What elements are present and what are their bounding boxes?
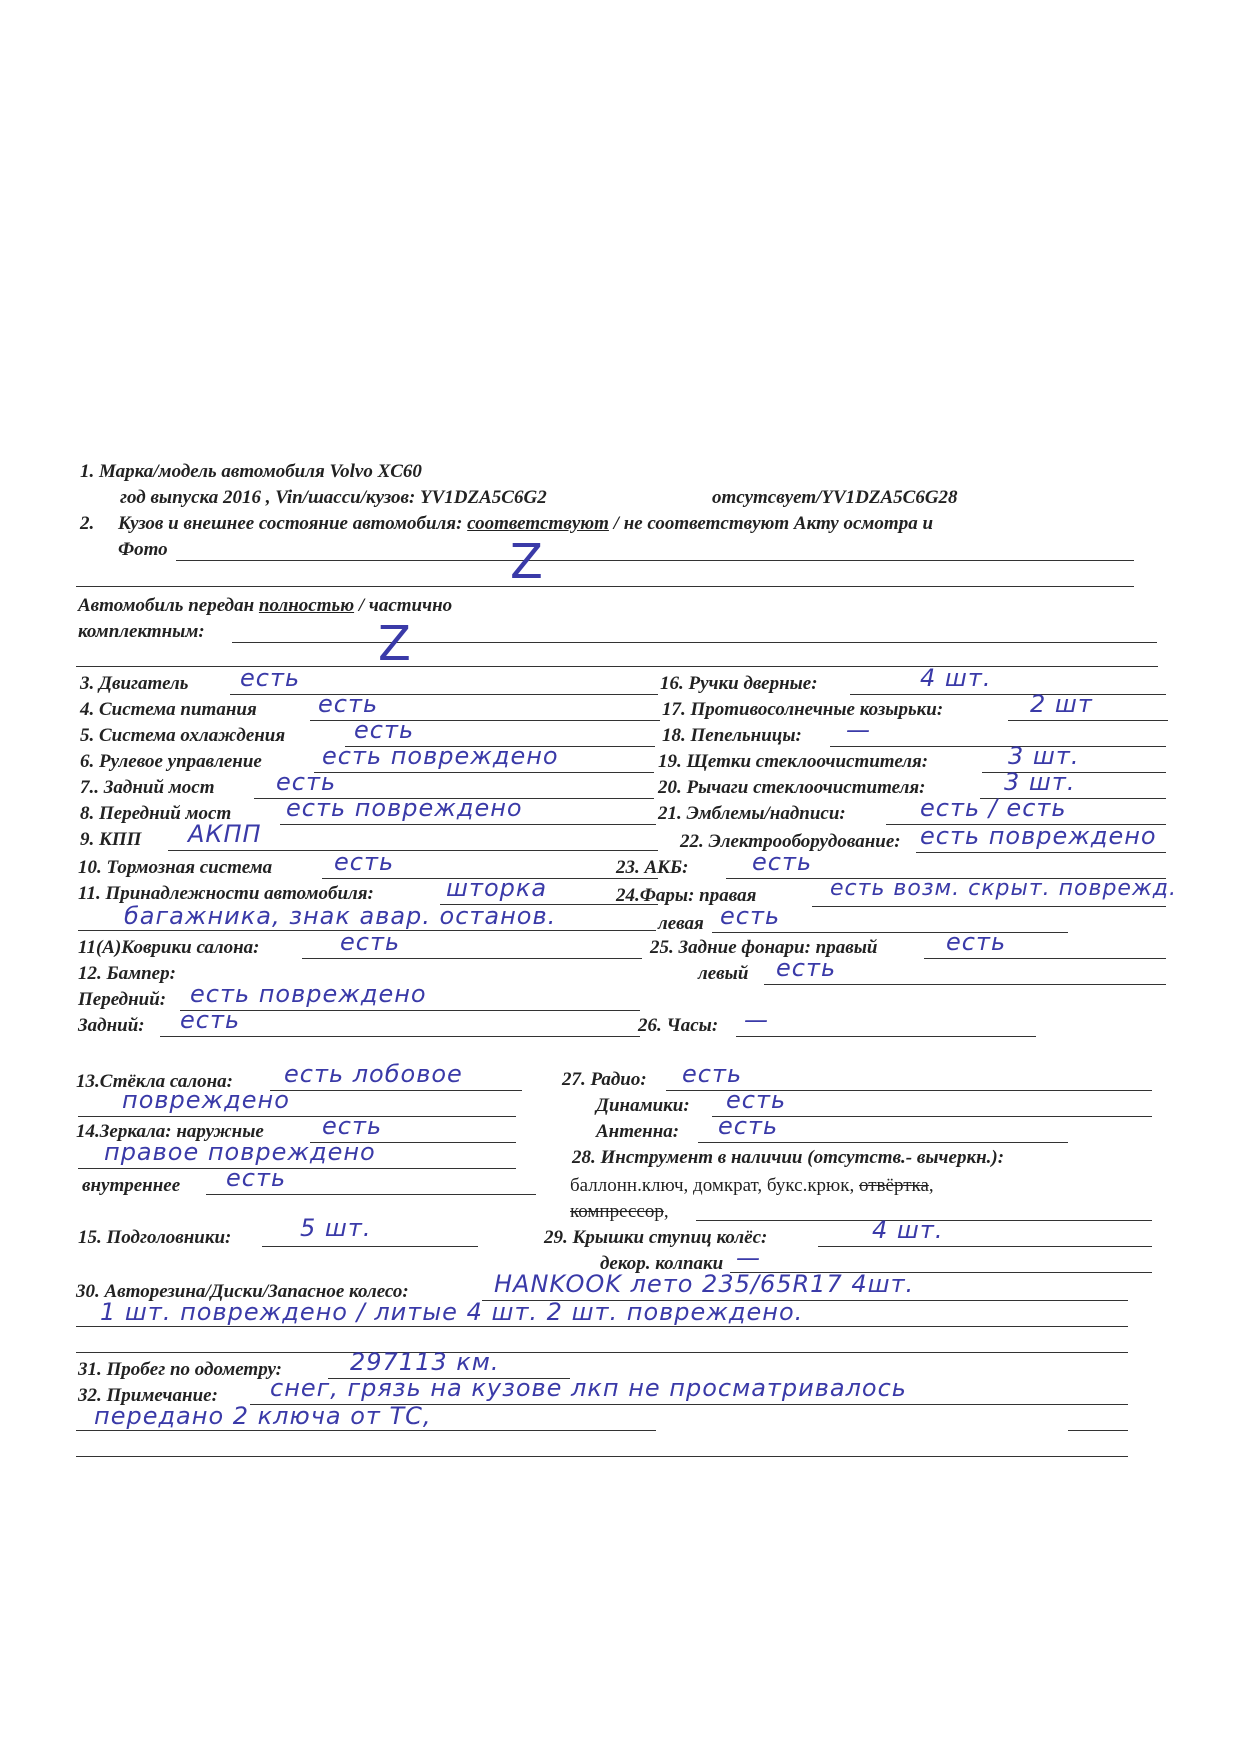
bumper-front-value: есть повреждено	[190, 980, 427, 1008]
tool-struck-2: компрессор	[570, 1201, 664, 1222]
item-17-value: 2 шт	[1030, 690, 1093, 718]
item-29-label: 29. Крышки ступиц колёс:	[544, 1227, 768, 1248]
item-13-value-a: есть лобовое	[284, 1060, 463, 1088]
item-15-line	[262, 1246, 478, 1247]
item-4-value: есть	[318, 690, 379, 718]
decor-caps-label: декор. колпаки	[600, 1253, 724, 1274]
item-6-label: 6. Рулевое управление	[80, 751, 262, 772]
speakers-value: есть	[726, 1086, 787, 1114]
complete-label: комплектным:	[78, 621, 205, 642]
item-29-value: 4 шт.	[872, 1216, 944, 1244]
item-14-label: 14.Зеркала: наружные	[76, 1121, 264, 1142]
item-30-line-2	[76, 1326, 1128, 1327]
bumper-rear-line	[160, 1036, 640, 1037]
item-4-label: 4. Система питания	[80, 699, 257, 720]
item-10-value: есть	[334, 848, 395, 876]
item-5-label: 5. Система охлаждения	[80, 725, 286, 746]
item-5-value: есть	[354, 716, 415, 744]
bumper-front-label: Передний:	[78, 989, 167, 1010]
item-31-value: 297113 км.	[350, 1348, 500, 1376]
item-15-label: 15. Подголовники:	[78, 1227, 232, 1248]
item-24-label: 24.Фары: правая	[616, 885, 757, 906]
item-16-value: 4 шт.	[920, 664, 992, 692]
item-22-value: есть повреждено	[920, 822, 1157, 850]
item-30-value-a: HANKOOK лето 235/65R17 4шт.	[494, 1270, 915, 1298]
item-14-value: есть	[322, 1112, 383, 1140]
item-31-label: 31. Пробег по одометру:	[78, 1359, 282, 1380]
item-6-line	[314, 772, 654, 773]
item-13-value-b: повреждено	[122, 1086, 290, 1114]
item-29-line	[818, 1246, 1152, 1247]
item-28-label: 28. Инструмент в наличии (отсутств.- вычеркн.):	[572, 1147, 1005, 1168]
item-19-label: 19. Щетки стеклоочистителя:	[658, 751, 929, 772]
item-10-label: 10. Тормозная система	[78, 857, 273, 878]
item-23-value: есть	[752, 848, 813, 876]
antenna-label: Антенна:	[596, 1121, 680, 1142]
transfer-line: Автомобиль передан полностью / частично	[78, 595, 453, 616]
item-21-value: есть / есть	[920, 794, 1067, 822]
item-16-label: 16. Ручки дверные:	[660, 673, 818, 694]
item-14-inner-line	[206, 1194, 536, 1195]
item-26-value: —	[744, 1006, 769, 1034]
item-1-vin-alt: отсутсвует/YV1DZA5C6G28	[712, 487, 958, 508]
item-14-inner-value: есть	[226, 1164, 287, 1192]
item-14-line-2	[78, 1168, 516, 1169]
item-18-line	[830, 746, 1166, 747]
item-19-value: 3 шт.	[1008, 742, 1080, 770]
item-20-label: 20. Рычаги стеклоочистителя:	[658, 777, 926, 798]
item-2-num: 2.	[80, 513, 95, 534]
item-30-value-b: 1 шт. повреждено / литые 4 шт. 2 шт. повреждено.	[100, 1298, 804, 1326]
z-mark-2: Z	[378, 616, 411, 672]
item-2-selected: соответствуют	[467, 513, 609, 534]
item-13-label: 13.Стёкла салона:	[76, 1071, 233, 1092]
item-9-line	[168, 850, 658, 851]
item-17-line	[1008, 720, 1168, 721]
item-7-value: есть	[276, 768, 337, 796]
item-2-text: Кузов и внешнее состояние автомобиля: соответствуют / не соответствуют Акту осмотра и	[118, 513, 934, 534]
decor-caps-value: —	[736, 1244, 761, 1272]
tools-list-2: компрессор,	[570, 1201, 669, 1222]
foto-line	[176, 560, 1134, 561]
item-1-label: 1. Марка/модель автомобиля Volvo XC60	[80, 461, 422, 482]
item-24-value: есть возм. скрыт. поврежд.	[830, 876, 1177, 901]
bumper-front-line	[180, 1010, 640, 1011]
item-11-value-b: багажника, знак авар. останов.	[124, 902, 557, 930]
item-25-left-label: левый	[698, 963, 749, 984]
item-3-line	[230, 694, 658, 695]
item-17-label: 17. Противосолнечные козырьки:	[662, 699, 944, 720]
item-27-value: есть	[682, 1060, 743, 1088]
item-14-value-b: правое повреждено	[104, 1138, 376, 1166]
item-11-value-a: шторка	[446, 874, 548, 902]
item-26-label: 26. Часы:	[638, 1015, 719, 1036]
item-13-line-2	[78, 1116, 516, 1117]
item-13-line	[270, 1090, 522, 1091]
z-mark-1: Z	[510, 534, 543, 590]
item-1-year-vin: год выпуска 2016 , Vin/шасси/кузов: YV1DZA5C6G2	[120, 487, 547, 508]
item-11a-value: есть	[340, 928, 401, 956]
item-25-line	[924, 958, 1166, 959]
item-9-value: АКПП	[188, 820, 262, 848]
tools-list: баллонн.ключ, домкрат, букс.крюк, отвёртка,	[570, 1175, 934, 1196]
item-24-left-line	[712, 932, 1068, 933]
bumper-rear-label: Задний:	[78, 1015, 145, 1036]
item-15-value: 5 шт.	[300, 1214, 372, 1242]
speakers-label: Динамики:	[596, 1095, 690, 1116]
item-2-foto: Фото	[118, 539, 168, 560]
item-25-left-line	[764, 984, 1166, 985]
item-22-label: 22. Электрооборудование:	[680, 831, 901, 852]
item-23-label: 23. АКБ:	[616, 857, 689, 878]
item-25-label: 25. Задние фонари: правый	[650, 937, 878, 958]
item-32-value-a: снег, грязь на кузове лкп не просматривалось	[270, 1374, 907, 1402]
complete-line	[232, 642, 1157, 643]
item-27-label: 27. Радио:	[562, 1069, 647, 1090]
antenna-value: есть	[718, 1112, 779, 1140]
item-3-value: есть	[240, 664, 301, 692]
item-11a-label: 11(А)Коврики салона:	[78, 937, 260, 958]
item-24-line	[812, 906, 1166, 907]
item-16-line	[850, 694, 1166, 695]
item-11-label: 11. Принадлежности автомобиля:	[78, 883, 374, 904]
item-8-value: есть повреждено	[286, 794, 523, 822]
item-30-line-3	[76, 1352, 1128, 1353]
item-30-label: 30. Авторезина/Диски/Запасное колесо:	[76, 1281, 409, 1302]
item-18-value: —	[846, 716, 871, 744]
rule	[76, 666, 1158, 667]
item-18-label: 18. Пепельницы:	[662, 725, 802, 746]
item-6-value: есть повреждено	[322, 742, 559, 770]
rule	[76, 586, 1134, 587]
item-25-left-value: есть	[776, 954, 837, 982]
item-32-line-3	[76, 1456, 1128, 1457]
item-20-value: 3 шт.	[1004, 768, 1076, 796]
item-3-label: 3. Двигатель	[80, 673, 189, 694]
item-22-line	[916, 852, 1166, 853]
item-8-line	[280, 824, 656, 825]
item-32-value-b: передано 2 ключа от ТС,	[94, 1402, 432, 1430]
item-11a-line	[302, 958, 642, 959]
item-9-label: 9. КПП	[80, 829, 142, 850]
item-32-line-2b	[1068, 1430, 1128, 1431]
transfer-selected: полностью	[258, 595, 355, 616]
antenna-line	[698, 1142, 1068, 1143]
item-24-left-value: есть	[720, 902, 781, 930]
item-7-label: 7.. Задний мост	[80, 777, 215, 798]
item-26-line	[736, 1036, 1036, 1037]
tool-struck: отвёртка	[858, 1175, 929, 1196]
item-12-label: 12. Бампер:	[78, 963, 176, 984]
item-25-value: есть	[946, 928, 1007, 956]
item-32-label: 32. Примечание:	[78, 1385, 218, 1406]
item-24-left-label: левая	[658, 913, 704, 934]
item-8-label: 8. Передний мост	[80, 803, 232, 824]
item-21-label: 21. Эмблемы/надписи:	[658, 803, 846, 824]
item-14-inner-label: внутреннее	[82, 1175, 181, 1196]
item-32-line-2	[76, 1430, 656, 1431]
bumper-rear-value: есть	[180, 1006, 241, 1034]
